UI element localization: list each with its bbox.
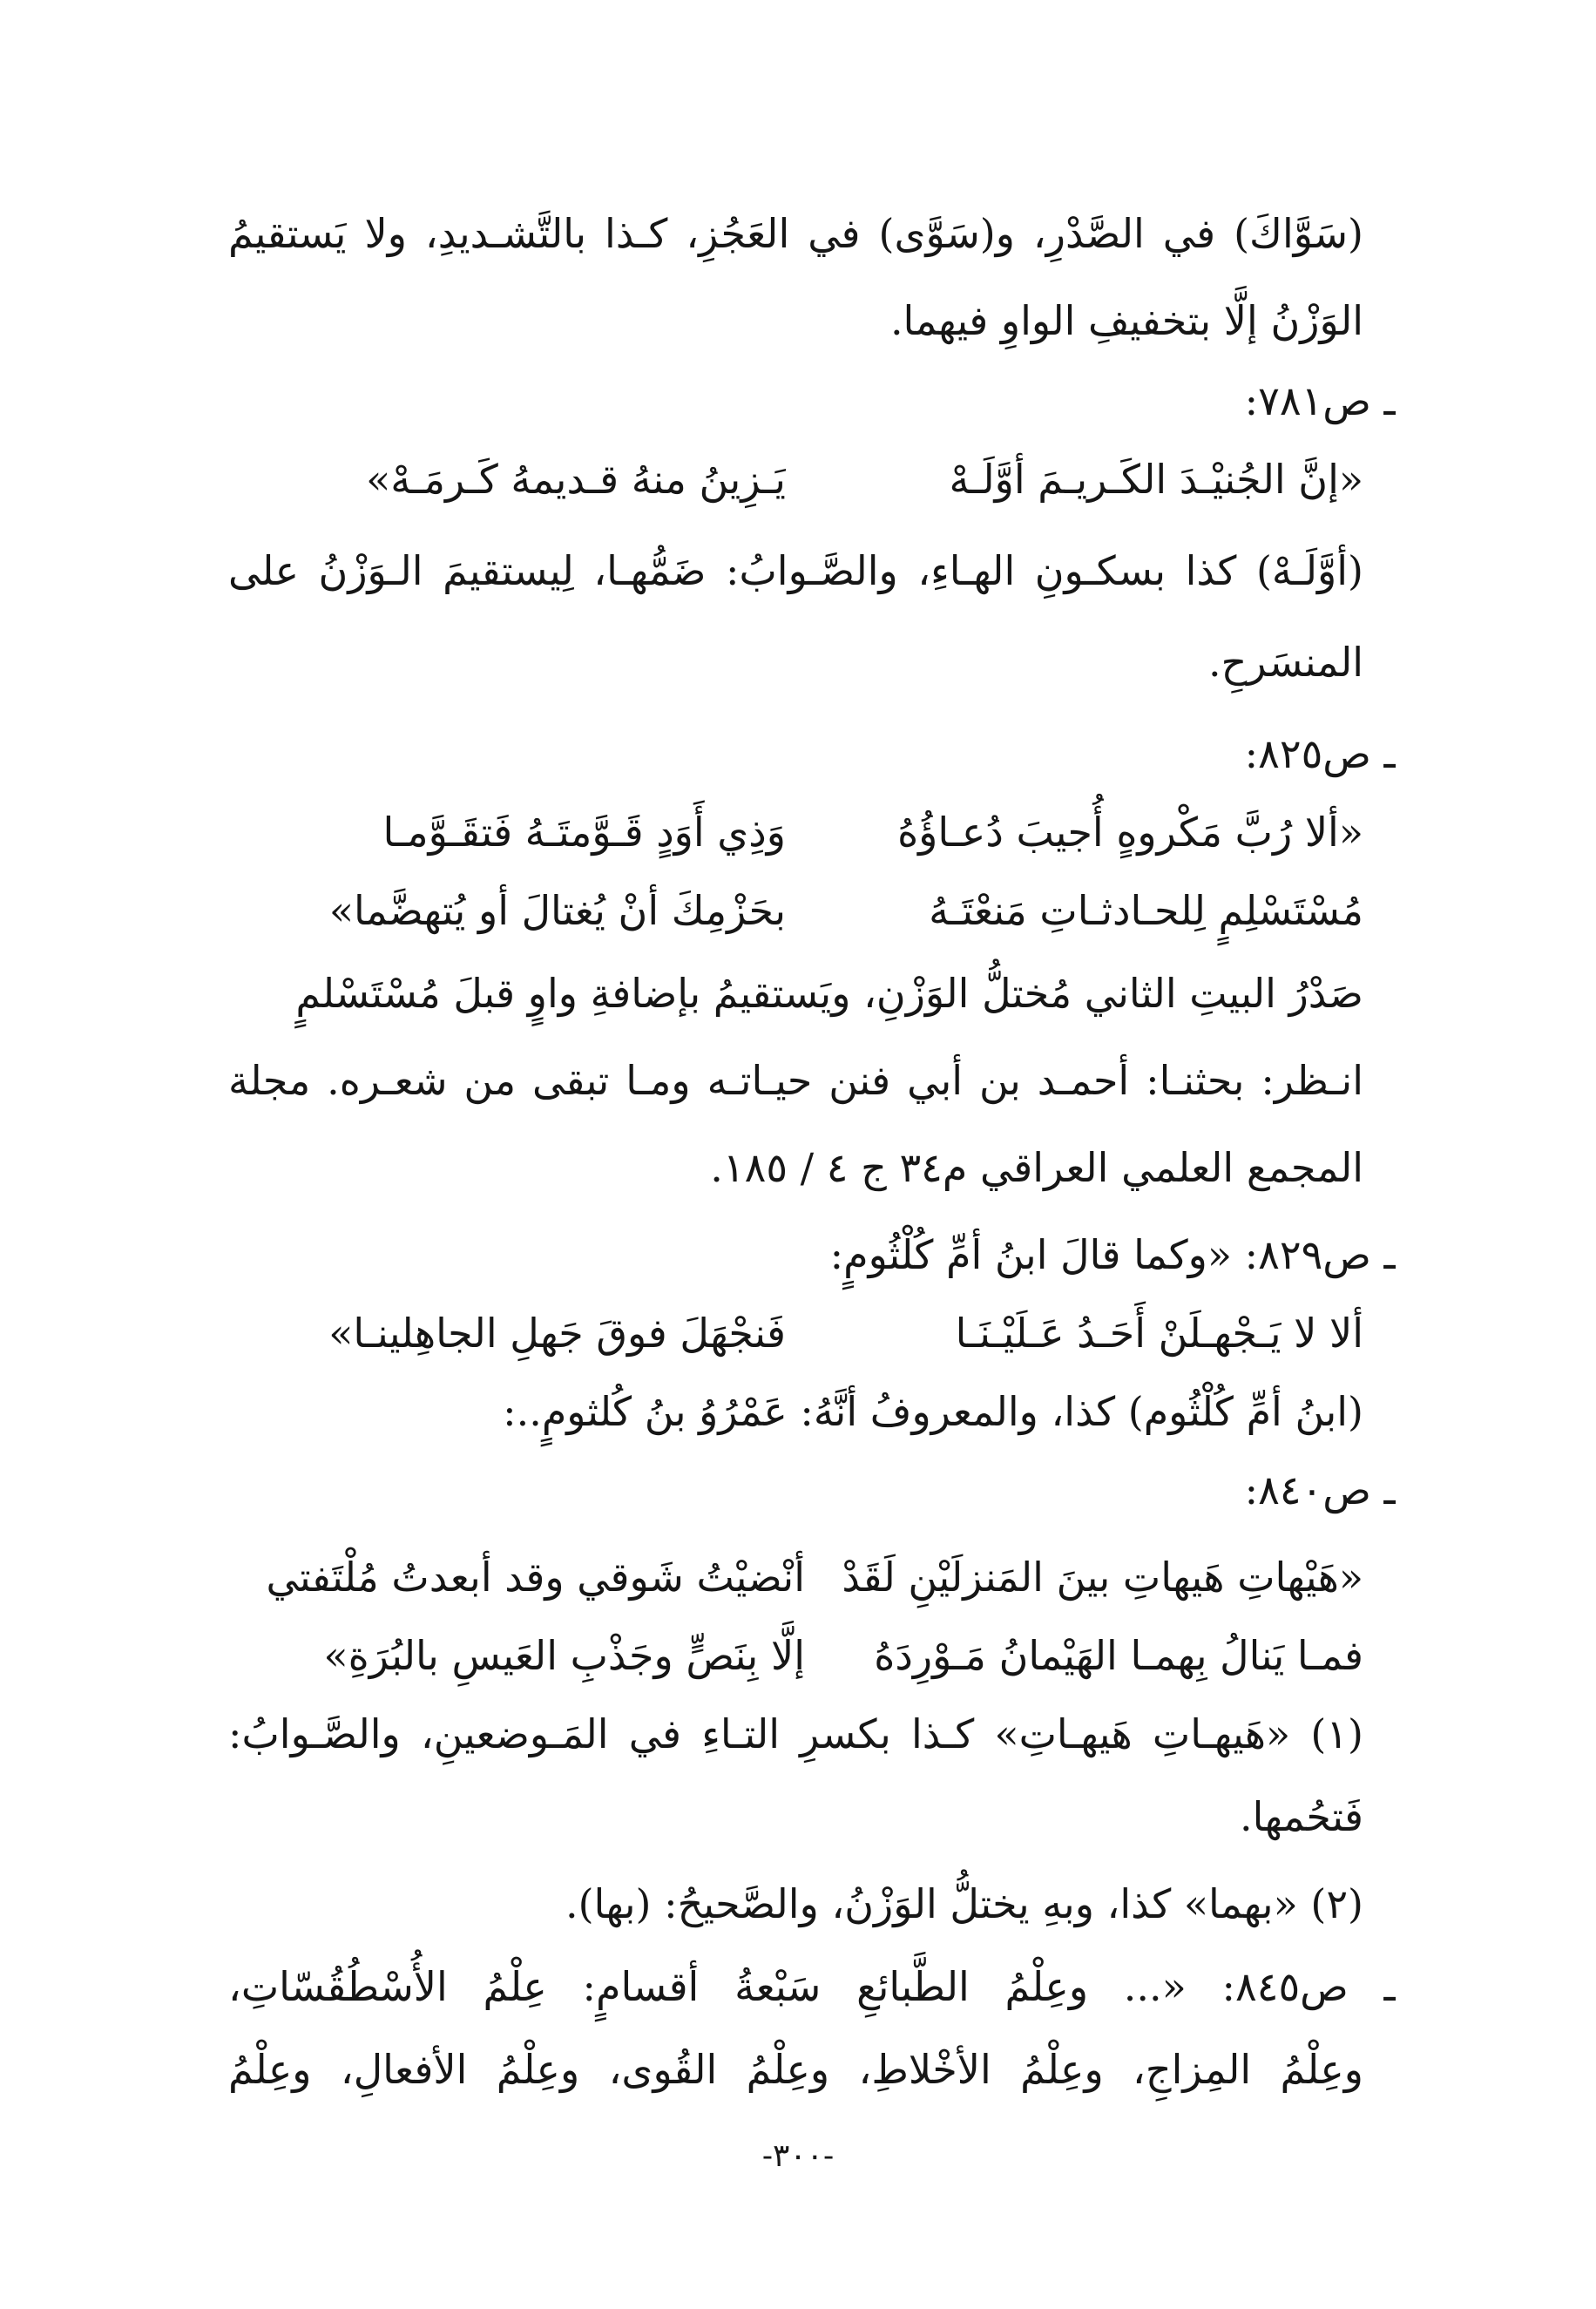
page-reference: ـ ص٨٢٩: «وكما قالَ ابنُ أمِّ كُلْثُومٍ: (829, 1231, 1396, 1278)
text-line: (ابنُ أمِّ كُلْثُوم) كذا، والمعروفُ أنَّهُ: عَمْرُوُ بنُ كُلثومٍ..: (503, 1388, 1363, 1435)
verse (228, 867, 1363, 954)
footnote-line: فَتحُمها. (1240, 1793, 1363, 1840)
verse (228, 1612, 1363, 1699)
verse (228, 1290, 1363, 1377)
page-reference: ـ ص٧٨١: (1244, 377, 1396, 424)
text-line: المجمع العلمي العراقي م٣٤ ج ٤ / ١٨٥. (710, 1144, 1363, 1191)
verse-first-hemistich: «هَيْهاتِ هَيهاتِ بينَ المَنزلَيْنِ لَقَدْ (842, 1554, 1363, 1601)
text-line: الوَزْنُ إلَّا بتخفيفِ الواوِ فيهما. (889, 297, 1363, 344)
page-number: -٣٠٠- (761, 2138, 835, 2174)
page-reference: ـ ص٨٤٠: (1244, 1466, 1396, 1513)
verse (228, 1534, 1363, 1621)
verse-second-hemistich: بحَزْمِكَ أنْ يُغتالَ أو يُتهضَّما» (328, 887, 786, 934)
verse (228, 789, 1363, 876)
verse (228, 436, 1363, 523)
verse-second-hemistich: إلَّا بِنَصٍّ وجَذْبِ العَيسِ بالبُرَةِ» (323, 1632, 805, 1679)
footnote-line: (٢) «بهما» كذا، وبهِ يختلُّ الوَزْنُ، والصَّحيحُ: (بها). (565, 1880, 1363, 1927)
verse-second-hemistich: وَذِي أَوَدٍ قَـوَّمتَـهُ فَتقَـوَّمـا (382, 809, 786, 856)
verse-first-hemistich: «ألا رُبَّ مَكْروهٍ أُجيبَ دُعـاؤُهُ (897, 809, 1363, 856)
verse-first-hemistich: مُسْتَسْلِمٍ لِلحـادثـاتِ مَنعْتَـهُ (929, 887, 1363, 934)
text-line: صَدْرُ البيتِ الثاني مُختلُّ الوَزْنِ، ويَستقيمُ بإضافةِ واوٍ قبلَ مُسْتَسْلمٍ (295, 970, 1363, 1017)
text-line: (أوَّلَـهْ) كذا بسكـونِ الهـاءِ، والصَّـوابُ: ضَمُّهـا، لِيستقيمَ الـوَزْنُ على (228, 547, 1363, 594)
footnote-line: (١) «هَيهـاتِ هَيهـاتِ» كـذا بكسرِ التـاءِ في المَـوضعينِ، والصَّـوابُ: (228, 1710, 1363, 1757)
page-reference: ـ ص٨٤٥: «... وعِلْمُ الطَّبائعِ سَبْعةُ أقسامٍ: عِلْمُ الأُسْطُقُسّاتِ، (228, 1963, 1396, 2010)
verse-first-hemistich: ألا لا يَـجْهـلَنْ أَحَـدُ عَـلَيْـنَـا (955, 1310, 1363, 1357)
page-reference: ـ ص٨٢٥: (1244, 730, 1396, 777)
verse-first-hemistich: فمـا يَنالُ بِهمـا الهَيْمانُ مَـوْرِدَهُ (874, 1632, 1363, 1679)
verse-second-hemistich: فَنجْهَلَ فوقَ جَهلِ الجاهِلينـا» (328, 1310, 786, 1357)
verse-second-hemistich: يَـزِينُ منهُ قـديمهُ كَـرمَـهْ» (366, 456, 786, 503)
text-line: (سَوَّاكَ) في الصَّدْرِ، و(سَوَّى) في العَجُزِ، كـذا بالتَّشـديدِ، ولا يَستقيمُ (228, 210, 1363, 257)
verse-second-hemistich: أنْضيْتُ شَوقي وقد أبعدتُ مُلْتَفتي (266, 1554, 805, 1601)
text-line: المنسَرحِ. (1207, 639, 1363, 686)
text-line: وعِلْمُ المِزاجِ، وعِلْمُ الأخْلاطِ، وعِلْمُ القُوى، وعِلْمُ الأفعالِ، وعِلْمُ (228, 2046, 1363, 2093)
text-line: انـظر: بحثنـا: أحمـد بن أبي فنن حيـاتـه ومـا تبقى من شعـره. مجلة (228, 1057, 1363, 1104)
verse-first-hemistich: «إنَّ الجُنيْـدَ الكَـريـمَ أوَّلَـهْ (949, 456, 1363, 503)
